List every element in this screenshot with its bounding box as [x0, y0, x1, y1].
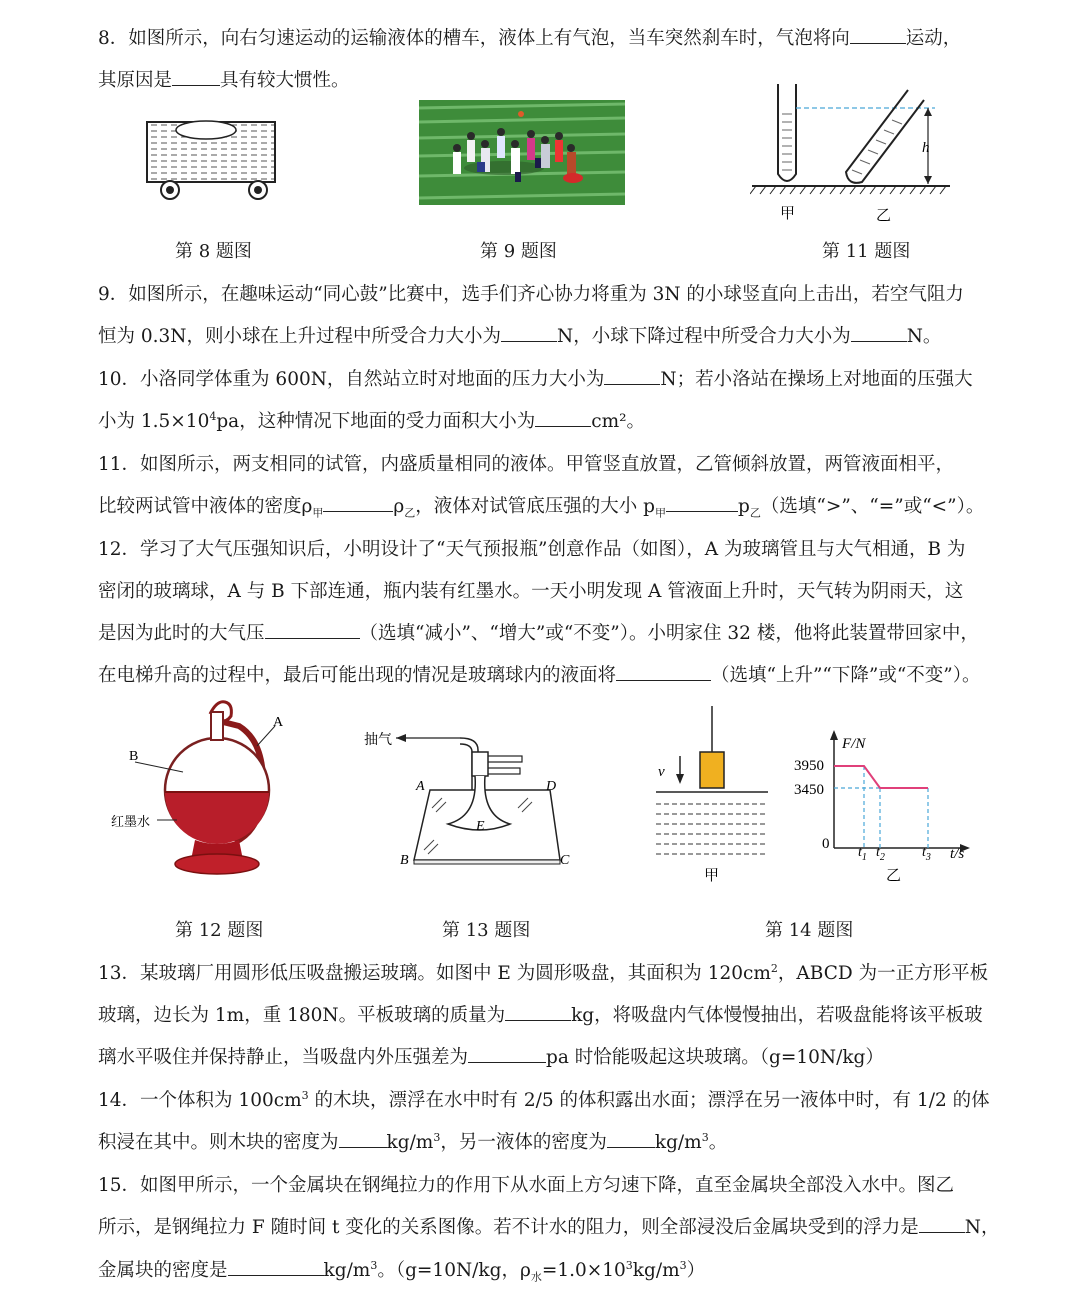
q11-text: ，液体对试管底压强的大小 p	[415, 496, 656, 517]
fig14-tick-zero: 0	[822, 836, 830, 852]
q14-text: 的木块，漂浮在水中时有 2/5 的体积露出水面；漂浮在另一液体中时，有 1/2 的体	[308, 1090, 990, 1111]
fig13-label-E: E	[476, 819, 485, 834]
q13-text: kg，将吸盘内气体慢慢抽出，若吸盘能将该平板玻	[571, 1005, 983, 1026]
q8-text: 运动，	[905, 28, 962, 49]
q9-text: N，小球下降过程中所受合力大小为	[557, 326, 851, 347]
q11-text: （选填“>”、“=”或“<”）。	[760, 496, 985, 517]
q13-line1	[98, 959, 988, 985]
fig13-label-C: C	[560, 853, 570, 868]
q10-line2	[98, 407, 645, 433]
q15-line1: 15．如图甲所示，一个金属块在钢绳拉力的作用下从水面上方匀速下降，直至金属块全部没入水中。图乙	[98, 1175, 955, 1196]
fig11-test-tubes	[750, 80, 960, 225]
q12-line3	[98, 619, 979, 645]
q13-line2	[98, 1001, 983, 1027]
fig14-axis-ts: t/s	[950, 846, 965, 862]
q12-line4	[98, 661, 981, 687]
q9-line1: 9．如图所示，在趣味运动“同心鼓”比赛中，选手们齐心协力将重为 3N 的小球竖直向上击出，若空气阻力	[98, 284, 964, 305]
fig11-label-h: h	[922, 140, 930, 156]
fig13-label-pump: 抽气	[364, 732, 392, 748]
q11-sub: 甲	[655, 506, 667, 520]
q13-text: 13．某玻璃厂用圆形低压吸盘搬运玻璃。如图中 E 为圆形吸盘，其面积为 120cm	[98, 963, 771, 984]
q14-sup: 3	[701, 1130, 709, 1144]
q15-sup: 3	[679, 1258, 687, 1272]
fig12-weather-bottle	[105, 692, 305, 884]
fig14-axis-fn: F/N	[842, 736, 866, 752]
q14-line1	[98, 1086, 990, 1112]
q13-text: 璃水平吸住并保持静止，当吸盘内外压强差为	[98, 1047, 469, 1068]
q10-line1	[98, 365, 973, 391]
q14-sup: 3	[301, 1088, 309, 1102]
q12-text: （选填“减小”、“增大”或“不变”）。小明家住 32 楼，他将此装置带回家中，	[359, 623, 979, 644]
caption-fig14: 第 14 题图	[765, 920, 854, 941]
q13-text: 玻璃，边长为 1m，重 180N。平板玻璃的质量为	[98, 1005, 506, 1026]
q11-blank1[interactable]	[323, 493, 393, 512]
q8-text: 具有较大惯性。	[220, 70, 350, 91]
q15-sub: 水	[530, 1270, 542, 1284]
q9-blank2[interactable]	[851, 323, 907, 342]
q15-text: ）	[686, 1260, 706, 1281]
q15-sup: 3	[370, 1258, 378, 1272]
q9-text: 恒为 0.3N，则小球在上升过程中所受合力大小为	[98, 326, 501, 347]
q8-text: 8．如图所示，向右匀速运动的运输液体的槽车，液体上有气泡，当车突然刹车时，气泡将向	[98, 28, 850, 49]
q9-line2	[98, 322, 941, 348]
fig14-label-jia: 甲	[704, 866, 720, 884]
q15-text: 金属块的密度是	[98, 1260, 228, 1281]
q11-line1: 11．如图所示，两支相同的试管，内盛质量相同的液体。甲管竖直放置，乙管倾斜放置，两管液面相平，	[98, 454, 955, 475]
q14-text: 。	[708, 1132, 728, 1153]
fig14-tick-t2: $t_2$	[876, 845, 885, 863]
q14-text: kg/m	[654, 1132, 702, 1153]
q11-sub: 甲	[312, 506, 324, 520]
q14-text: 积浸在其中。则木块的密度为	[98, 1132, 339, 1153]
q10-text: 10．小洛同学体重为 600N，自然站立时对地面的压力大小为	[98, 369, 605, 390]
q13-blank1[interactable]	[505, 1002, 571, 1021]
q12-line1: 12．学习了大气压强知识后，小明设计了“天气预报瓶”创意作品（如图），A 为玻璃管且与大气相通，B 为	[98, 539, 966, 560]
q11-text: 比较两试管中液体的密度ρ	[98, 496, 313, 517]
q8-blank1[interactable]	[850, 25, 906, 44]
q10-text: N；若小洛站在操场上对地面的压强大	[660, 369, 973, 390]
fig13-label-B: B	[400, 853, 409, 868]
q10-text: cm²。	[591, 411, 646, 432]
fig14-tick-3950: 3950	[794, 758, 824, 774]
q11-text: p	[738, 496, 750, 517]
fig13-suction-cup	[360, 720, 580, 870]
q11-sub: 乙	[749, 506, 761, 520]
q12-blank2[interactable]	[616, 662, 711, 681]
fig13-label-D: D	[546, 779, 557, 794]
q15-text: 。（g=10N/kg，ρ	[377, 1260, 531, 1281]
q15-sup: 3	[625, 1258, 633, 1272]
q13-line3	[98, 1043, 884, 1069]
q14-blank2[interactable]	[607, 1129, 655, 1148]
fig11-label-yi: 乙	[876, 206, 892, 224]
q15-blank2[interactable]	[228, 1257, 324, 1276]
q13-sup: 2	[770, 961, 778, 975]
caption-fig9: 第 9 题图	[480, 241, 557, 262]
q12-text: 是因为此时的大气压	[98, 623, 265, 644]
q10-text: 小为 1.5×10	[98, 411, 210, 432]
fig8-tank-truck	[140, 110, 285, 205]
q14-text: kg/m	[386, 1132, 434, 1153]
q10-blank1[interactable]	[604, 366, 660, 385]
fig12-label-B: B	[129, 749, 139, 764]
fig14-tick-t1: $t_1$	[858, 845, 867, 863]
q10-blank2[interactable]	[535, 408, 591, 427]
q12-text: （选填“上升”“下降”或“不变”）。	[711, 665, 981, 686]
q9-blank1[interactable]	[501, 323, 557, 342]
q11-line2	[98, 492, 984, 521]
q14-blank1[interactable]	[339, 1129, 387, 1148]
q14-sup: 3	[433, 1130, 441, 1144]
q9-text: N。	[906, 326, 942, 347]
fig14-tick-3450: 3450	[794, 782, 824, 798]
fig12-label-A: A	[273, 715, 284, 730]
caption-fig11: 第 11 题图	[822, 241, 911, 262]
fig11-label-jia: 甲	[780, 204, 796, 222]
q15-text: =1.0×10	[541, 1260, 626, 1281]
fig14-tick-t3: $t_3$	[922, 845, 931, 863]
fig14-label-yi: 乙	[886, 866, 902, 884]
q15-text: kg/m	[323, 1260, 371, 1281]
q15-line3	[98, 1256, 705, 1285]
q12-text: 在电梯升高的过程中，最后可能出现的情况是玻璃球内的液面将	[98, 665, 617, 686]
q8-line2	[98, 66, 350, 92]
q15-text: 所示，是钢绳拉力 F 随时间 t 变化的关系图像。若不计水的阻力，则全部浸没后金属块受到的浮力是	[98, 1217, 919, 1238]
q15-line2	[98, 1213, 1000, 1239]
caption-fig12: 第 12 题图	[175, 920, 264, 941]
q15-text: kg/m	[632, 1260, 680, 1281]
fig9-photo	[419, 100, 625, 205]
q11-blank2[interactable]	[666, 493, 738, 512]
q12-line2: 密闭的玻璃球，A 与 B 下部连通，瓶内装有红墨水。一天小明发现 A 管液面上升时，天气转为阴雨天，这	[98, 581, 964, 602]
fig14-yi-graph	[788, 728, 978, 888]
q14-line2	[98, 1128, 727, 1154]
caption-fig8: 第 8 题图	[175, 241, 252, 262]
fig14-label-v: v	[658, 764, 665, 780]
fig14-jia-block	[650, 704, 775, 886]
q14-text: 14．一个体积为 100cm	[98, 1090, 302, 1111]
q13-text: pa 时恰能吸起这块玻璃。（g=10N/kg）	[546, 1047, 884, 1068]
q10-sup: 4	[209, 409, 217, 423]
q11-text: ρ	[393, 496, 405, 517]
q8-blank2[interactable]	[172, 67, 220, 86]
fig13-label-A: A	[416, 779, 425, 794]
q13-text: ，ABCD 为一正方形平板	[777, 963, 989, 984]
q15-blank1[interactable]	[919, 1214, 965, 1233]
fig12-label-ink: 红墨水	[111, 815, 151, 830]
caption-fig13: 第 13 题图	[442, 920, 531, 941]
q8-text: 其原因是	[98, 70, 173, 91]
q11-sub: 乙	[404, 506, 416, 520]
q8-line1	[98, 24, 961, 50]
q10-text: pa，这种情况下地面的受力面积大小为	[216, 411, 536, 432]
q14-text: ，另一液体的密度为	[440, 1132, 607, 1153]
q15-text: N，	[964, 1217, 1000, 1238]
q13-blank2[interactable]	[468, 1044, 546, 1063]
q12-blank1[interactable]	[265, 620, 360, 639]
